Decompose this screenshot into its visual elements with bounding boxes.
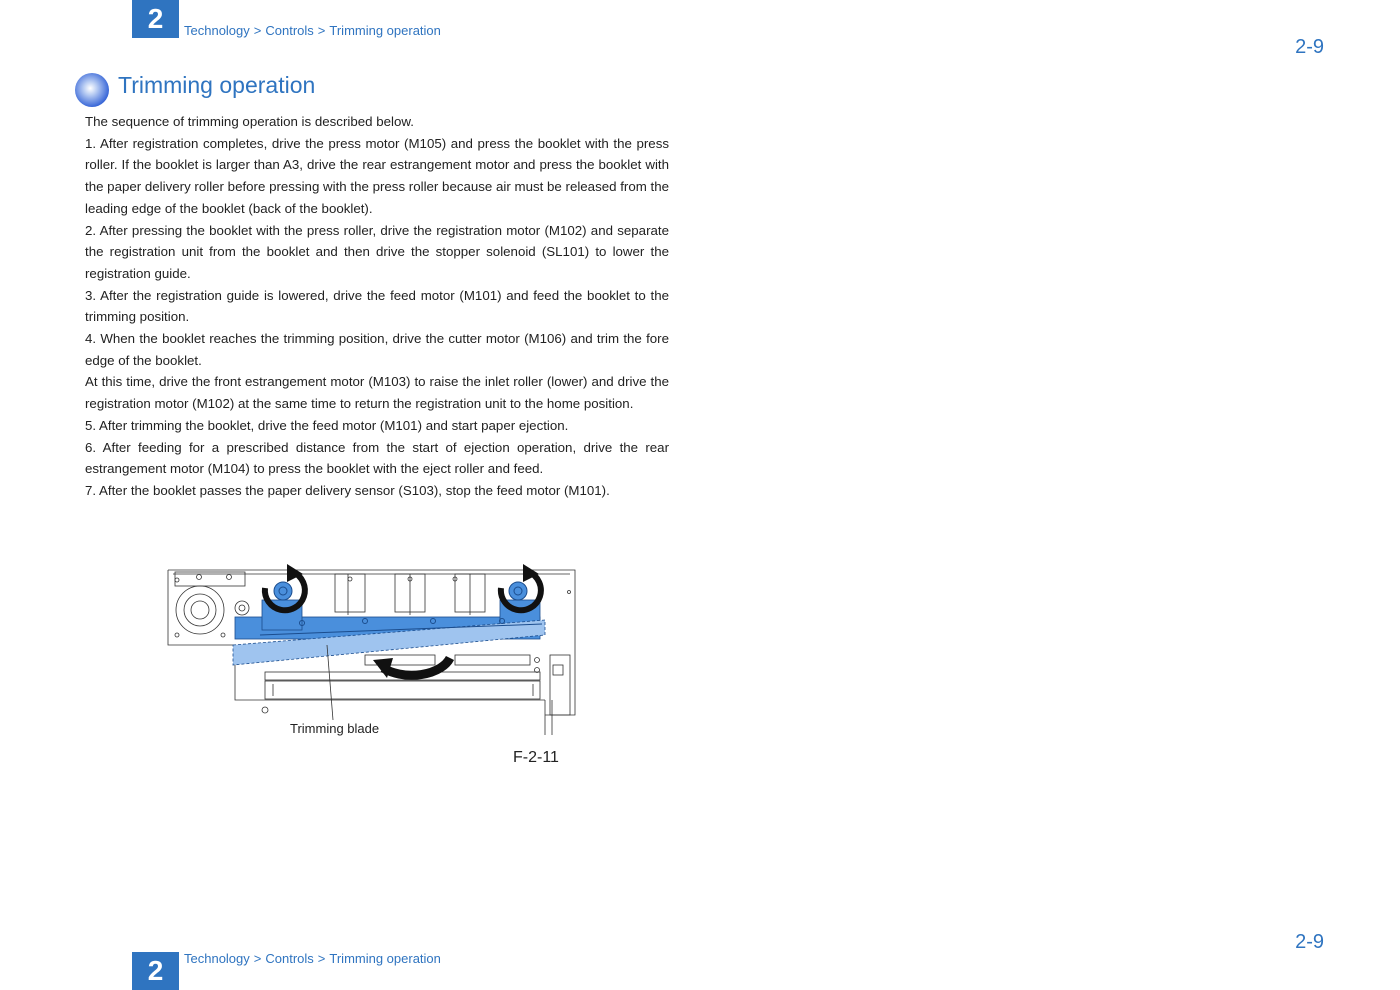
paragraph-step-5: 5. After trimming the booklet, drive the feed motor (M101) and start paper ejection. [85, 417, 569, 433]
section-title: Trimming operation [118, 72, 316, 98]
section-bullet-icon [75, 73, 109, 107]
footer-breadcrumb-trimming-operation[interactable]: Trimming operation [329, 951, 441, 966]
footer-page-number: 2-9 [1295, 931, 1324, 953]
breadcrumb [184, 23, 441, 38]
footer-chapter-number-badge: 2 [132, 952, 179, 990]
paragraph-step-3: 3. After the registration guide is lowered, drive the feed motor (M101) and feed the booklet to the trimming position. [85, 287, 669, 325]
figure-id: F-2-11 [513, 749, 559, 766]
paragraph-step-2: 2. After pressing the booklet with the press roller, drive the registration motor (M102) and separate the registration unit from the booklet and then drive the stopper solenoid (SL101) to lower the registration guide. [85, 222, 669, 281]
breadcrumb-separator: > [253, 951, 262, 966]
footer-breadcrumb [184, 951, 441, 966]
footer-breadcrumb-controls[interactable]: Controls [265, 951, 314, 966]
trimming-blade-callout: Trimming blade [290, 721, 380, 736]
breadcrumb-separator: > [253, 23, 262, 38]
breadcrumb-separator: > [317, 23, 326, 38]
breadcrumb-controls[interactable]: Controls [265, 23, 314, 38]
footer-breadcrumb-technology[interactable]: Technology [184, 951, 250, 966]
chapter-number-badge: 2 [132, 0, 179, 38]
paragraph-step-4: 4. When the booklet reaches the trimming position, drive the cutter motor (M106) and trim the fore edge of the booklet. [85, 331, 669, 368]
paragraph-step-4-note: At this time, drive the front estrangement motor (M103) to raise the inlet roller (lower) and drive the registration motor (M102) at the same time to return the registration unit to the home position. [85, 374, 669, 412]
paragraph-step-6: 6. After feeding for a prescribed distance from the start of ejection operation, drive the rear estrangement motor (M104) to press the booklet with the eject roller and feed. [85, 439, 669, 477]
breadcrumb-separator: > [317, 951, 326, 966]
breadcrumb-technology[interactable]: Technology [184, 23, 250, 38]
paragraph-intro: The sequence of trimming operation is described below. [85, 114, 414, 129]
breadcrumb-trimming-operation[interactable]: Trimming operation [329, 23, 441, 38]
paragraph-step-1: 1. After registration completes, drive the press motor (M105) and press the booklet with the press roller. If the booklet is larger than A3, drive the rear estrangement motor and press the booklet with the paper delivery roller before pressing with the press roller because air must be released from the leading edge of the booklet (back of the booklet). [85, 135, 669, 216]
body-text [85, 111, 669, 502]
paragraph-step-7: 7. After the booklet passes the paper delivery sensor (S103), stop the feed motor (M101). [85, 482, 610, 498]
page-number: 2-9 [1295, 36, 1324, 58]
